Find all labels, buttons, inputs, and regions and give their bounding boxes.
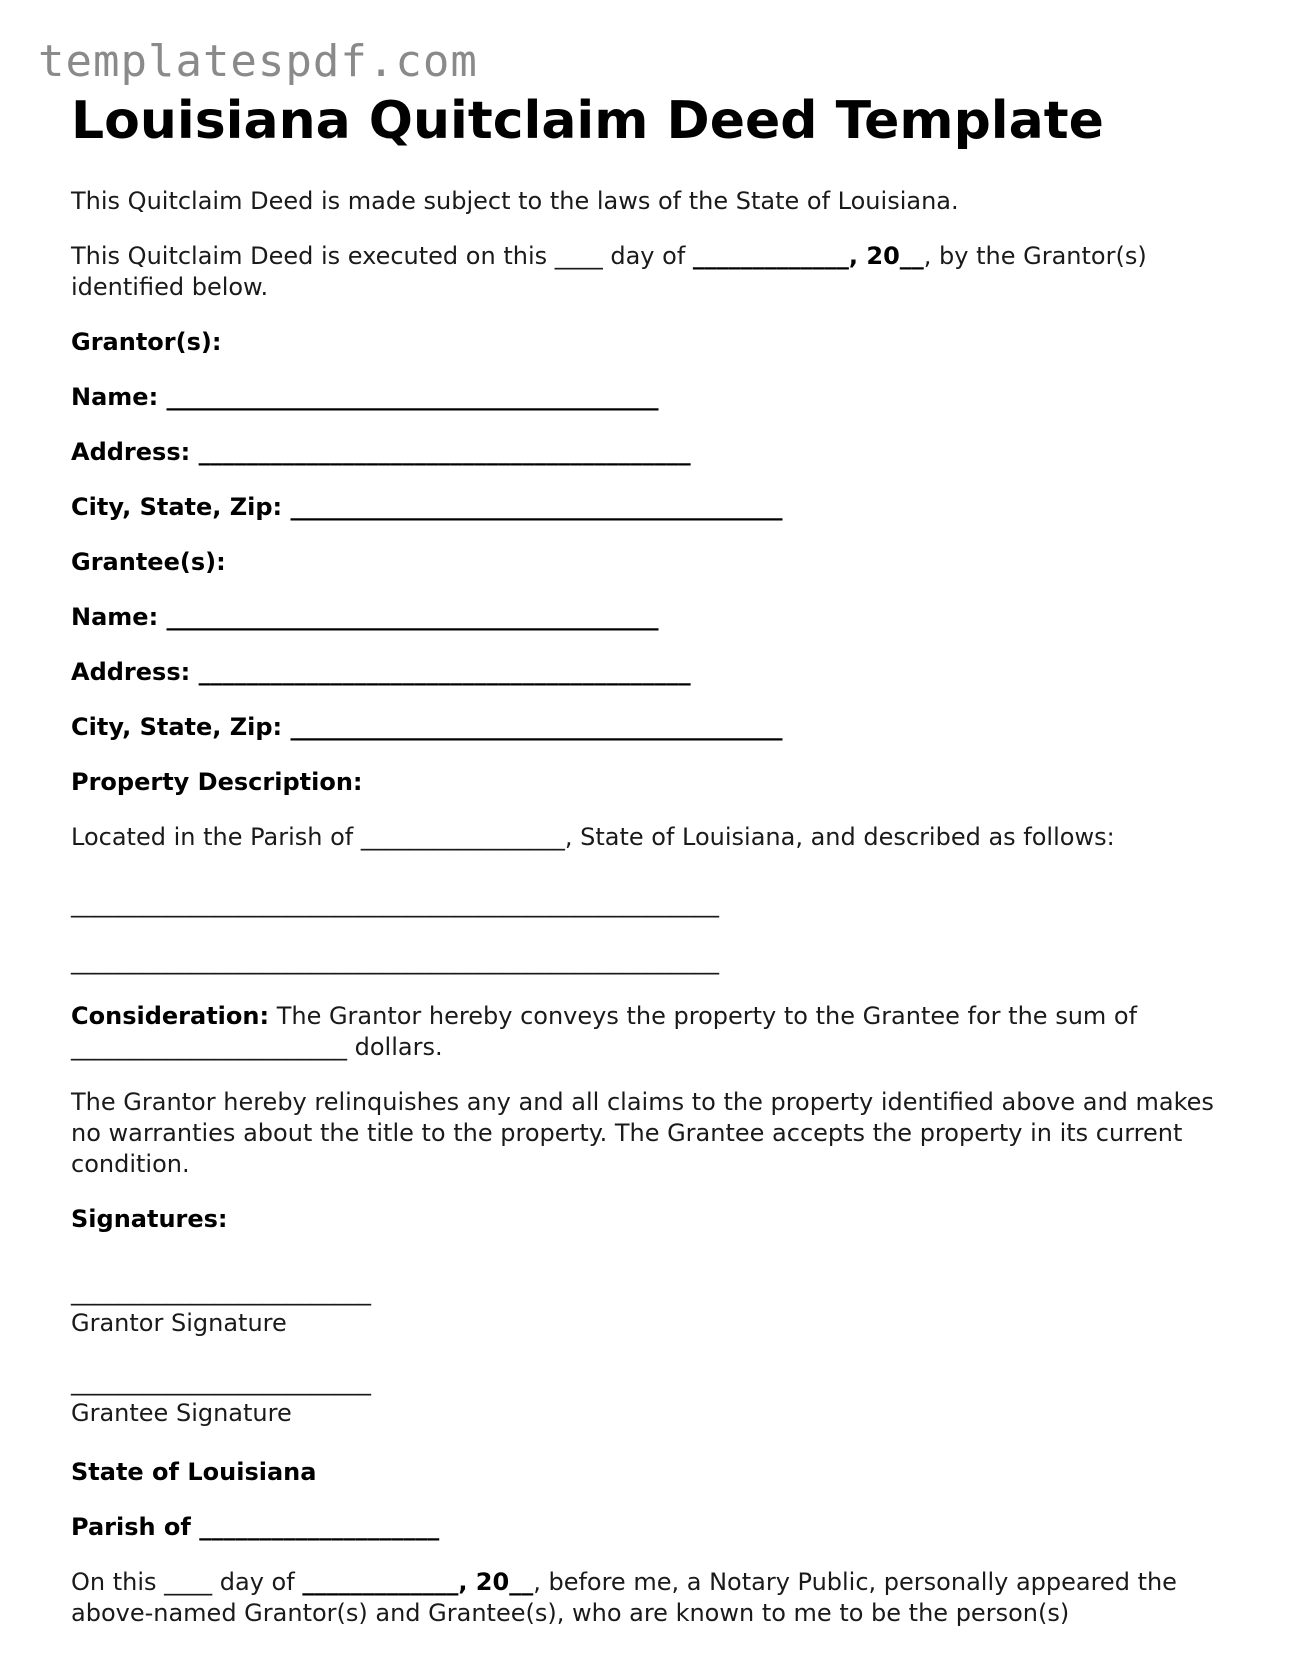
notary-suffix: , before me, a Notary Public, personally appeared the above-named Grantor(s) and Grantee(s), who are known to me to be the person(s)	[71, 1567, 1177, 1627]
document-page	[71, 92, 1221, 1653]
grantor-name-blank[interactable]: _________________________________________	[166, 382, 659, 411]
property-description-line-1[interactable]: ______________________________________________________	[71, 889, 719, 918]
execution-date-blank[interactable]: _____________, 20__	[692, 241, 924, 270]
consideration-text[interactable]: The Grantor hereby conveys the property to the Grantee for the sum of _______________________ dollars.	[71, 1001, 1138, 1061]
grantee-name-blank[interactable]: _________________________________________	[166, 602, 659, 631]
intro-paragraph: This Quitclaim Deed is made subject to the laws of the State of Louisiana.	[71, 186, 959, 215]
grantor-name-field[interactable]	[71, 382, 1221, 413]
grantee-heading: Grantee(s):	[71, 547, 226, 576]
grantee-address-field[interactable]	[71, 657, 1221, 688]
grantee-signature-label: Grantee Signature	[71, 1398, 292, 1427]
grantee-csz-blank[interactable]: _________________________________________	[290, 712, 783, 741]
grantor-address-field[interactable]	[71, 437, 1221, 468]
grantee-signature-line[interactable]: _________________________	[71, 1367, 371, 1396]
grantee-name-field[interactable]	[71, 602, 1221, 633]
page-title: Louisiana Quitclaim Deed Template	[71, 91, 1104, 151]
grantor-signature-block	[71, 1277, 1221, 1339]
grantee-name-label: Name:	[71, 602, 159, 631]
relinquish-paragraph: The Grantor hereby relinquishes any and all claims to the property identified above and makes no warranties about the title to the property. The Grantee accepts the property in its current condition.	[71, 1087, 1214, 1178]
execution-paragraph	[71, 241, 1221, 303]
notary-date-blank[interactable]: _____________, 20__	[302, 1567, 534, 1596]
notary-parish[interactable]: Parish of ____________________	[71, 1512, 440, 1541]
property-description-line-2[interactable]: ______________________________________________________	[71, 946, 719, 975]
grantor-signature-line[interactable]: _________________________	[71, 1277, 371, 1306]
notary-paragraph	[71, 1567, 1221, 1629]
grantor-csz-blank[interactable]: _________________________________________	[290, 492, 783, 521]
notary-state: State of Louisiana	[71, 1457, 317, 1486]
grantee-csz-label: City, State, Zip:	[71, 712, 283, 741]
grantee-address-label: Address:	[71, 657, 191, 686]
grantee-signature-block	[71, 1367, 1221, 1429]
grantor-name-label: Name:	[71, 382, 159, 411]
notary-prefix: On this ____ day of	[71, 1567, 303, 1596]
grantor-address-blank[interactable]: _________________________________________	[198, 437, 691, 466]
property-heading: Property Description:	[71, 767, 363, 796]
grantor-city-state-zip-field[interactable]	[71, 492, 1221, 523]
grantor-address-label: Address:	[71, 437, 191, 466]
grantee-city-state-zip-field[interactable]	[71, 712, 1221, 743]
grantor-csz-label: City, State, Zip:	[71, 492, 283, 521]
grantee-address-blank[interactable]: _________________________________________	[198, 657, 691, 686]
watermark: templatespdf.com	[38, 36, 478, 87]
signatures-heading: Signatures:	[71, 1204, 228, 1233]
execution-prefix: This Quitclaim Deed is executed on this ____ day of	[71, 241, 693, 270]
parish-line[interactable]: Located in the Parish of _________________, State of Louisiana, and described as follows:	[71, 822, 1115, 851]
grantor-signature-label: Grantor Signature	[71, 1308, 287, 1337]
grantor-heading: Grantor(s):	[71, 327, 222, 356]
consideration-label: Consideration:	[71, 1001, 270, 1030]
consideration-paragraph	[71, 1001, 1221, 1063]
execution-suffix: , by the Grantor(s) identified below.	[71, 241, 1147, 301]
